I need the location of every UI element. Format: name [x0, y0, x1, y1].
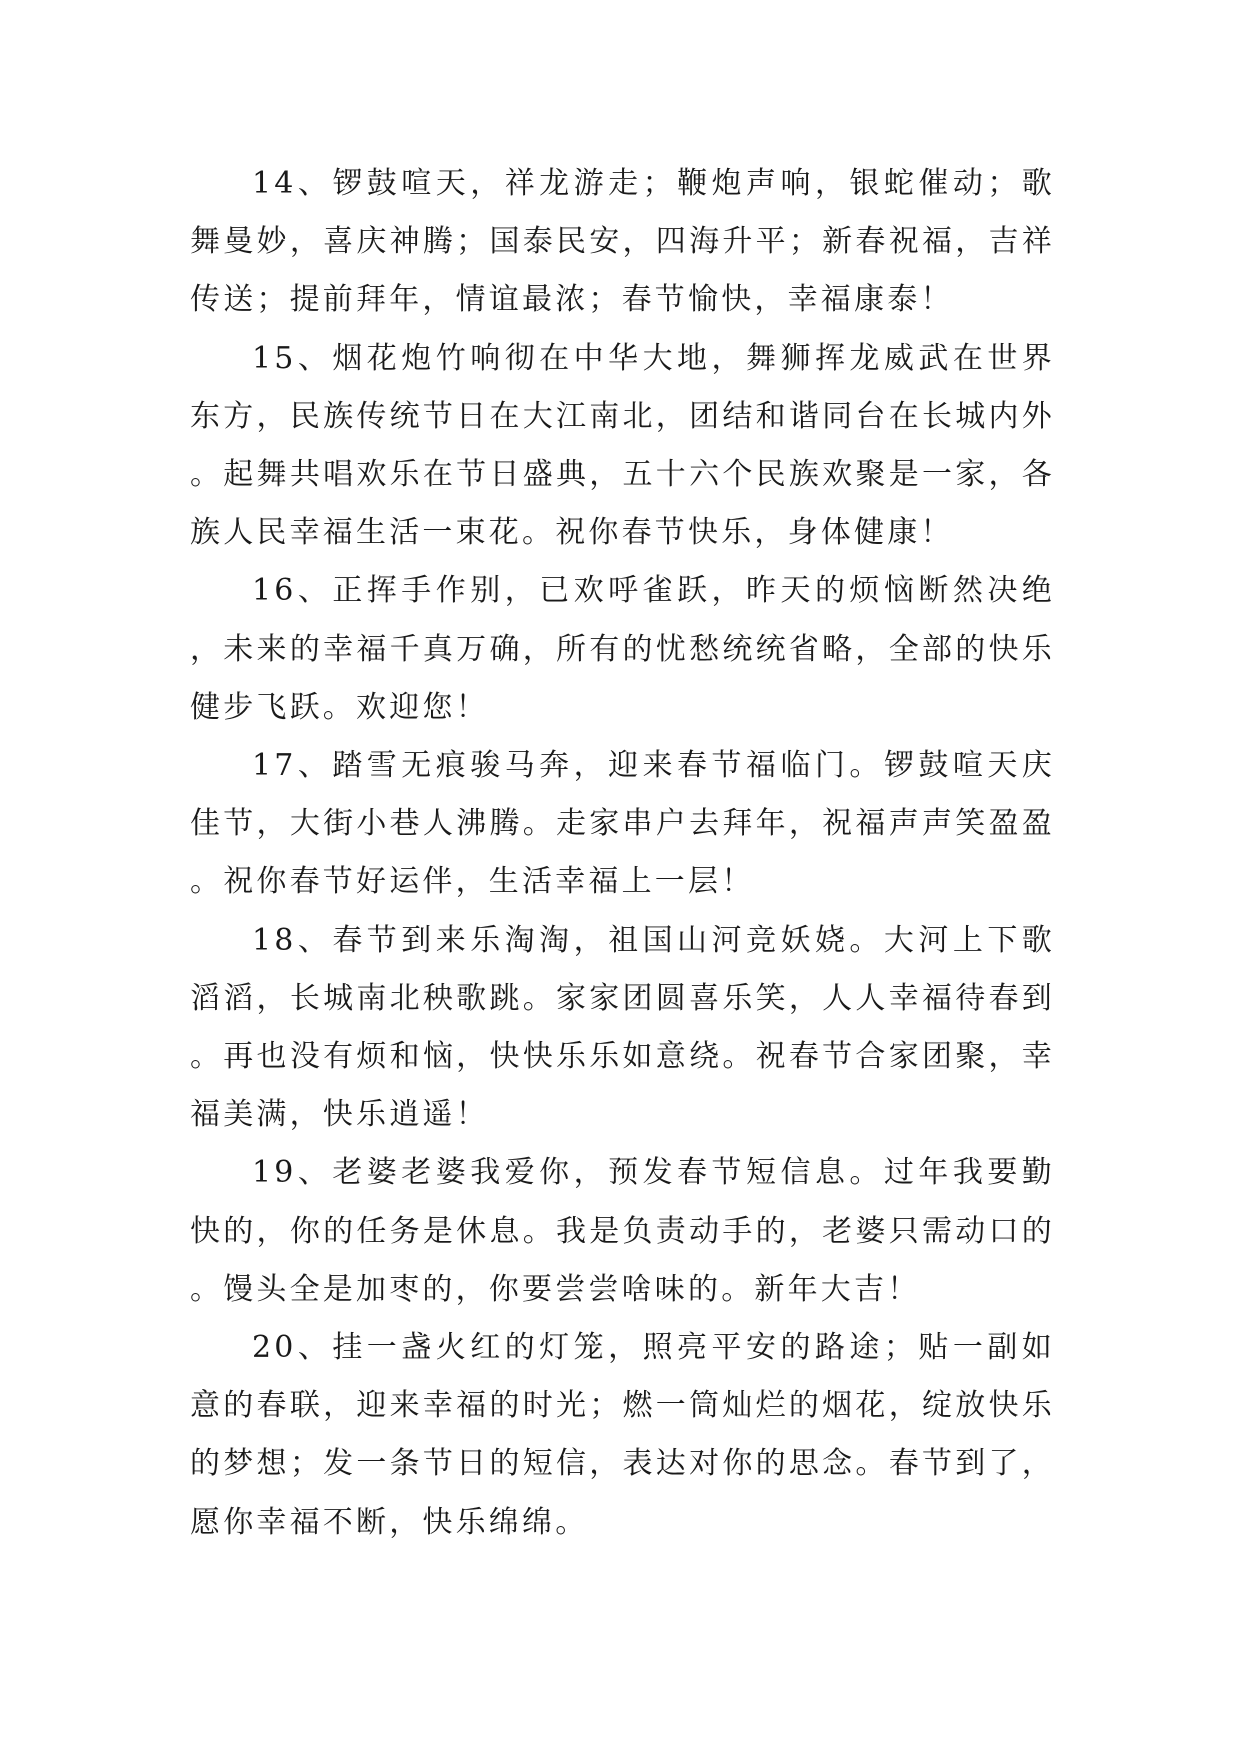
- paragraph-17: 17、踏雪无痕骏马奔，迎来春节福临门。锣鼓喧天庆佳节，大街小巷人沸腾。走家串户去拜年，祝福声声笑盈盈。祝你春节好运伴，生活幸福上一层！: [190, 748, 1055, 900]
- paragraph-20: 20、挂一盏火红的灯笼，照亮平安的路途；贴一副如意的春联，迎来幸福的时光；燃一筒灿烂的烟花，绽放快乐的梦想；发一条节日的短信，表达对你的思念。春节到了，愿你幸福不断，快乐绵绵。: [190, 1330, 1055, 1540]
- paragraph-19: 19、老婆老婆我爱你，预发春节短信息。过年我要勤快的，你的任务是休息。我是负责动手的，老婆只需动口的。馒头全是加枣的，你要尝尝啥味的。新年大吉！: [190, 1155, 1055, 1307]
- paragraph-16: 16、正挥手作别，已欢呼雀跃，昨天的烦恼断然决绝，未来的幸福千真万确，所有的忧愁统统省略，全部的快乐健步飞跃。欢迎您！: [190, 573, 1055, 725]
- document-body: [190, 155, 1055, 1552]
- paragraph-18: 18、春节到来乐淘淘，祖国山河竞妖娆。大河上下歌滔滔，长城南北秧歌跳。家家团圆喜乐笑，人人幸福待春到。再也没有烦和恼，快快乐乐如意绕。祝春节合家团聚，幸福美满，快乐逍遥！: [190, 922, 1055, 1133]
- paragraph-14: 14、锣鼓喧天，祥龙游走；鞭炮声响，银蛇催动；歌舞曼妙，喜庆神腾；国泰民安，四海升平；新春祝福，吉祥传送；提前拜年，情谊最浓；春节愉快，幸福康泰！: [190, 166, 1055, 318]
- paragraph-15: 15、烟花炮竹响彻在中华大地，舞狮挥龙威武在世界东方，民族传统节日在大江南北，团结和谐同台在长城内外。起舞共唱欢乐在节日盛典，五十六个民族欢聚是一家，各族人民幸福生活一束花。祝你春节快乐，身体健康！: [190, 340, 1055, 551]
